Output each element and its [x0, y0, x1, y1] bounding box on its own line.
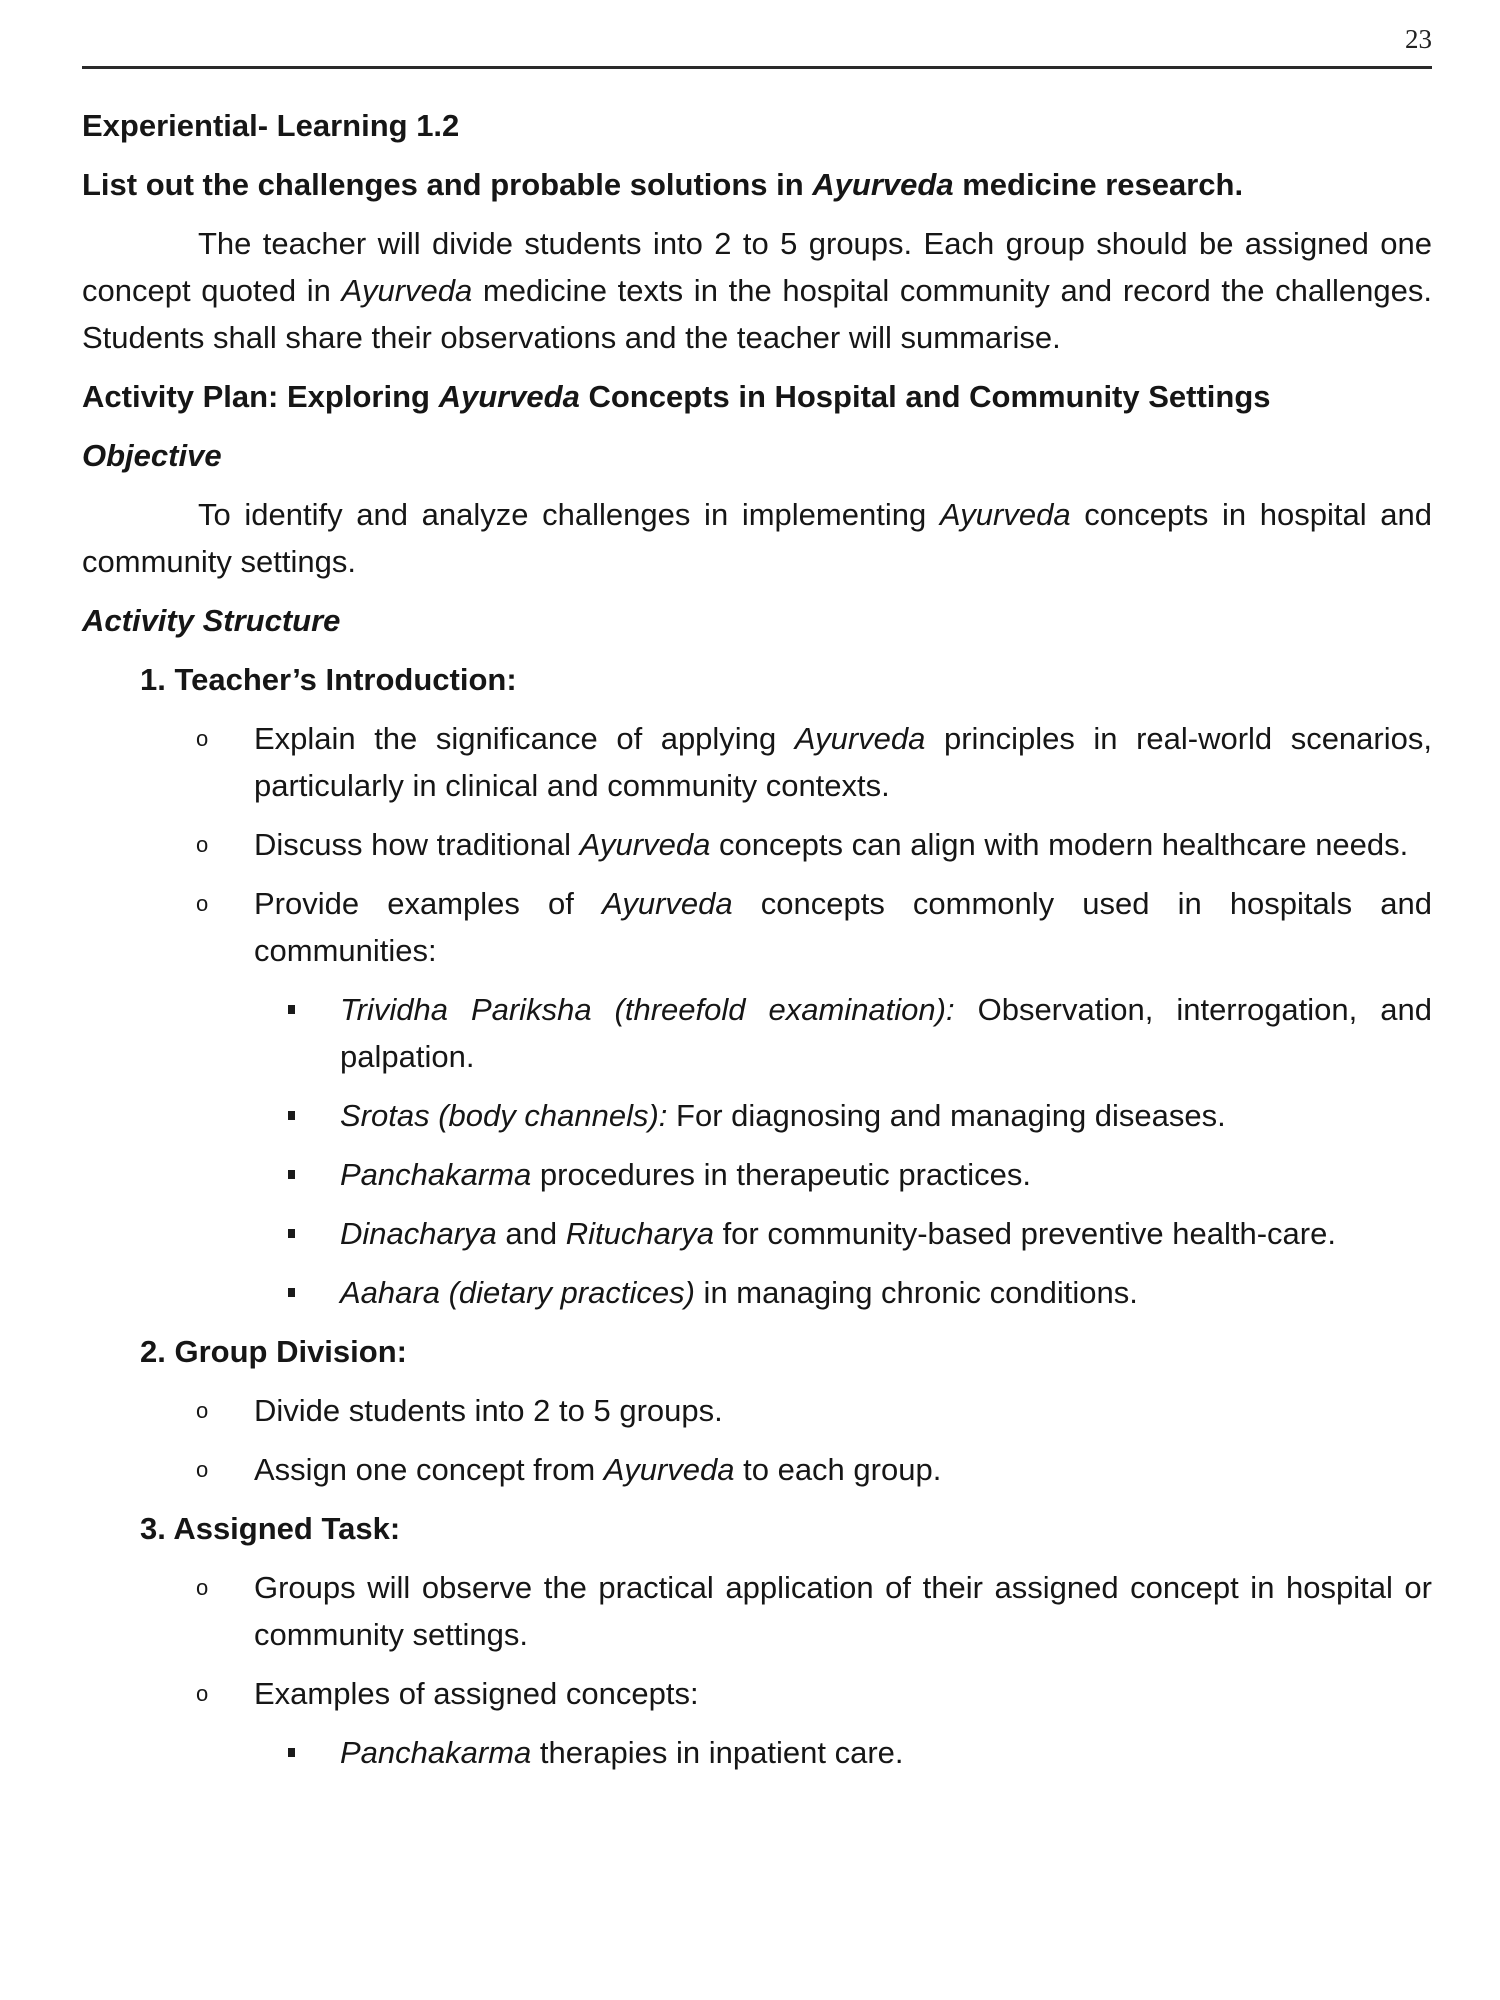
list-item: Panchakarma therapies in inpatient care.	[82, 1729, 1432, 1776]
list-item: Aahara (dietary practices) in managing chronic conditions.	[82, 1269, 1432, 1316]
circle-bullet-icon: o	[196, 1681, 209, 1706]
square-bullet-icon	[288, 1170, 295, 1179]
circle-bullet-icon: o	[196, 1457, 209, 1482]
header-rule	[82, 66, 1432, 69]
circle-bullet-icon: o	[196, 726, 209, 751]
objective-paragraph: To identify and analyze challenges in implementing Ayurveda concepts in hospital and community settings.	[82, 497, 1432, 579]
section-title: Experiential- Learning 1.2	[82, 108, 460, 143]
circle-bullet-icon: o	[196, 891, 209, 916]
list-item: o Explain the significance of applying Ayurveda principles in real-world scenarios, particularly in clinical and community contexts.	[82, 715, 1432, 809]
square-bullet-icon	[288, 1005, 295, 1014]
square-bullet-icon	[288, 1229, 295, 1238]
list-item: o Examples of assigned concepts:	[82, 1670, 1432, 1717]
list-item: Panchakarma procedures in therapeutic practices.	[82, 1151, 1432, 1198]
objective-heading: Objective	[82, 438, 222, 473]
activity-structure-heading: Activity Structure	[82, 603, 341, 638]
step1-title: 1. Teacher’s Introduction:	[140, 662, 517, 697]
circle-bullet-icon: o	[196, 1398, 209, 1423]
step3-title: 3. Assigned Task:	[140, 1511, 401, 1546]
circle-bullet-icon: o	[196, 1575, 209, 1600]
step1-examples-list	[82, 986, 1432, 1316]
page-content	[82, 102, 1432, 1788]
list-item: Srotas (body channels): For diagnosing and managing diseases.	[82, 1092, 1432, 1139]
square-bullet-icon	[288, 1111, 295, 1120]
step3-examples-list	[82, 1729, 1432, 1776]
square-bullet-icon	[288, 1748, 295, 1757]
step3-list	[82, 1564, 1432, 1717]
list-item: o Assign one concept from Ayurveda to each group.	[82, 1446, 1432, 1493]
square-bullet-icon	[288, 1288, 295, 1297]
page-number: 23	[1405, 24, 1432, 54]
step2-list	[82, 1387, 1432, 1493]
step1-list	[82, 715, 1432, 974]
activity-plan-title: Activity Plan: Exploring Ayurveda Concepts in Hospital and Community Settings	[82, 379, 1271, 414]
circle-bullet-icon: o	[196, 832, 209, 857]
section-prompt: List out the challenges and probable solutions in Ayurveda medicine research.	[82, 167, 1244, 202]
step2-title: 2. Group Division:	[140, 1334, 407, 1369]
intro-paragraph: The teacher will divide students into 2 to 5 groups. Each group should be assigned one concept quoted in Ayurveda medicine texts in the hospital community and record the challenges. Students shall share their observations and the teacher will summarise.	[82, 226, 1432, 355]
list-item: Dinacharya and Ritucharya for community-based preventive health-care.	[82, 1210, 1432, 1257]
list-item: o Provide examples of Ayurveda concepts commonly used in hospitals and communities:	[82, 880, 1432, 974]
list-item: o Discuss how traditional Ayurveda concepts can align with modern healthcare needs.	[82, 821, 1432, 868]
list-item: Trividha Pariksha (threefold examination): Observation, interrogation, and palpation.	[82, 986, 1432, 1080]
list-item: o Groups will observe the practical application of their assigned concept in hospital or community settings.	[82, 1564, 1432, 1658]
list-item: o Divide students into 2 to 5 groups.	[82, 1387, 1432, 1434]
